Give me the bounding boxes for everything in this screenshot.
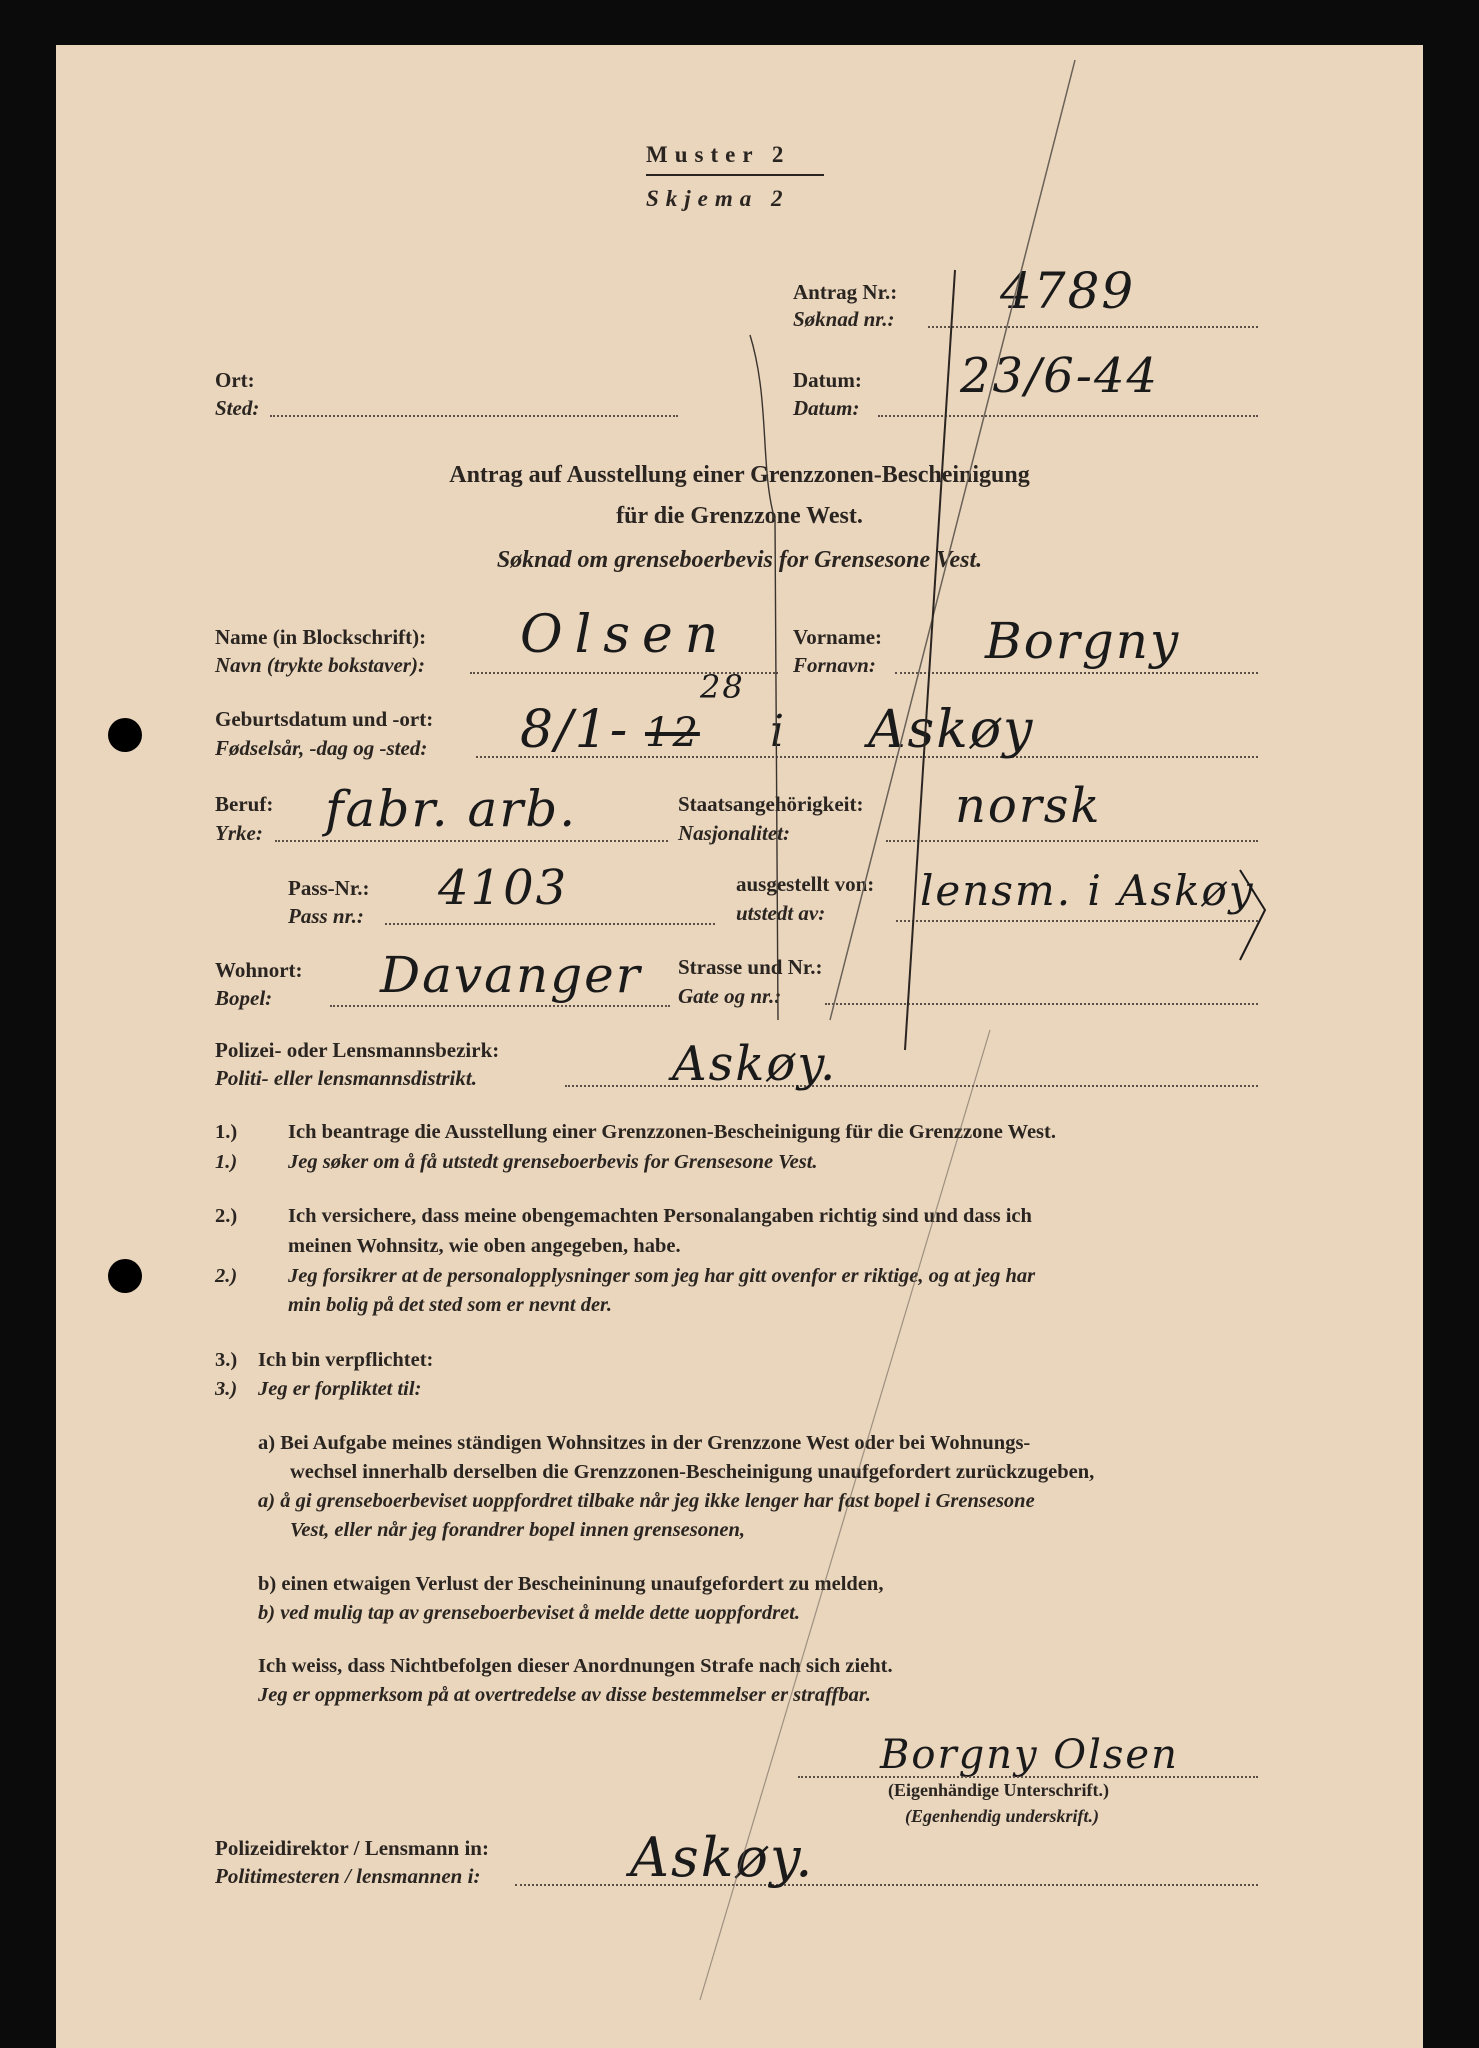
antrag-label: Antrag Nr.: bbox=[793, 280, 898, 304]
police-value[interactable]: Askøy. bbox=[630, 1826, 815, 1889]
warning-de: Ich weiss, dass Nichtbefolgen dieser Anordnungen Strafe nach sich zieht. bbox=[258, 1655, 893, 1677]
geburt-year-struck: 12 bbox=[645, 710, 700, 756]
geburt-i: i bbox=[770, 706, 787, 757]
datum-label: Datum: bbox=[793, 368, 862, 392]
geburt-place[interactable]: Askøy bbox=[868, 700, 1035, 760]
decl-2-number: 2.) bbox=[215, 1205, 238, 1227]
distrikt-label: Politi- eller lensmannsdistrikt. bbox=[215, 1066, 477, 1090]
bezirk-value[interactable]: Askøy. bbox=[672, 1036, 838, 1092]
yrke-label: Yrke: bbox=[215, 821, 263, 845]
muster-label: Muster 2 bbox=[646, 142, 791, 167]
ort-label: Ort: bbox=[215, 368, 255, 392]
pencil-stroke-lower bbox=[700, 1030, 990, 2000]
strasse-label: Strasse und Nr.: bbox=[678, 955, 823, 979]
decl-2-number-no: 2.) bbox=[215, 1265, 238, 1287]
decl-2-de-2: meinen Wohnsitz, wie oben angegeben, habe. bbox=[288, 1235, 681, 1257]
pen-flourish bbox=[1240, 870, 1265, 960]
utstedt-label: utstedt av: bbox=[736, 901, 826, 925]
decl-2-de-1: Ich versichere, dass meine obengemachten Personalangaben richtig sind und dass ich bbox=[288, 1205, 1032, 1227]
ausgestellt-label: ausgestellt von: bbox=[736, 872, 875, 896]
staat-value[interactable]: norsk bbox=[955, 778, 1102, 834]
sted-label: Sted: bbox=[215, 396, 260, 420]
politimesteren-label: Politimesteren / lensmannen i: bbox=[215, 1864, 481, 1888]
geburt-label: Geburtsdatum und -ort: bbox=[215, 707, 434, 731]
geburt-date[interactable]: 8/1- bbox=[520, 700, 630, 760]
signature-label-no: (Egenhendig underskrift.) bbox=[905, 1806, 1100, 1826]
name-value[interactable]: Olsen bbox=[520, 605, 731, 665]
clause-a-de-2: wechsel innerhalb derselben die Grenzzonen-Bescheinigung unaufgefordert zurückzugeben, bbox=[290, 1461, 1095, 1483]
nasjonalitet-label: Nasjonalitet: bbox=[678, 821, 791, 845]
clause-b-de: b) einen etwaigen Verlust der Bescheininung unaufgefordert zu melden, bbox=[258, 1573, 884, 1595]
fornavn-label: Fornavn: bbox=[793, 653, 876, 677]
gate-label: Gate og nr.: bbox=[678, 984, 782, 1008]
decl-3-no: Jeg er forpliktet til: bbox=[258, 1378, 422, 1400]
signature-label-de: (Eigenhändige Unterschrift.) bbox=[888, 1780, 1109, 1800]
clause-b-no: b) ved mulig tap av grenseboerbeviset å melde dette uoppfordret. bbox=[258, 1602, 801, 1624]
decl-3-number-no: 3.) bbox=[215, 1378, 238, 1400]
wohnort-label: Wohnort: bbox=[215, 958, 303, 982]
staat-label: Staatsangehörigkeit: bbox=[678, 792, 864, 816]
pass-label: Pass-Nr.: bbox=[288, 876, 370, 900]
fodsel-label: Fødselsår, -dag og -sted: bbox=[215, 736, 428, 760]
name-label: Name (in Blockschrift): bbox=[215, 625, 427, 649]
bezirk-label: Polizei- oder Lensmannsbezirk: bbox=[215, 1038, 500, 1062]
signature-value[interactable]: Borgny Olsen bbox=[880, 1732, 1179, 1778]
antrag-value[interactable]: 4789 bbox=[1000, 262, 1136, 320]
datum-label-no: Datum: bbox=[793, 396, 860, 420]
clause-a-no-2: Vest, eller når jeg forandrer bopel innen grensesonen, bbox=[290, 1519, 746, 1541]
pass-value[interactable]: 4103 bbox=[438, 860, 569, 916]
decl-1-no: Jeg søker om å få utstedt grenseboerbevis for Grensesone Vest. bbox=[288, 1151, 818, 1173]
clause-a-de-1: a) Bei Aufgabe meines ständigen Wohnsitzes in der Grenzzone West oder bei Wohnungs- bbox=[258, 1432, 1031, 1454]
wohnort-value[interactable]: Davanger bbox=[380, 946, 642, 1004]
skjema-label: Skjema 2 bbox=[646, 186, 790, 211]
ausgestellt-value[interactable]: lensm. i Askøy bbox=[920, 866, 1255, 915]
pen-stroke-diagonal bbox=[905, 270, 955, 1050]
clause-a-no-1: a) å gi grenseboerbeviset uoppfordret tilbake når jeg ikke lenger har fast bopel i Grensesone bbox=[258, 1490, 1035, 1512]
pen-stroke-vertical bbox=[750, 335, 778, 1020]
beruf-value[interactable]: fabr. arb. bbox=[325, 780, 578, 838]
title-line2: für die Grenzzone West. bbox=[616, 503, 863, 529]
bopel-label: Bopel: bbox=[215, 986, 273, 1010]
soknad-label: Søknad nr.: bbox=[793, 307, 895, 331]
decl-2-no-2: min bolig på det sted som er nevnt der. bbox=[288, 1294, 613, 1316]
title-line1: Antrag auf Ausstellung einer Grenzzonen-Bescheinigung bbox=[449, 462, 1030, 488]
police-label: Polizeidirektor / Lensmann in: bbox=[215, 1836, 489, 1860]
datum-value[interactable]: 23/6-44 bbox=[960, 348, 1160, 404]
pass-label-no: Pass nr.: bbox=[288, 904, 364, 928]
pencil-stroke-long bbox=[830, 60, 1075, 1020]
beruf-label: Beruf: bbox=[215, 792, 274, 816]
decl-2-no-1: Jeg forsikrer at de personalopplysninger som jeg har gitt ovenfor er riktige, og at jeg har bbox=[288, 1265, 1036, 1287]
title-line3: Søknad om grenseboerbevis for Grensesone Vest. bbox=[496, 547, 983, 573]
decl-1-number-no: 1.) bbox=[215, 1151, 238, 1173]
decl-3-de: Ich bin verpflichtet: bbox=[258, 1349, 434, 1371]
vorname-label: Vorname: bbox=[793, 625, 883, 649]
geburt-year[interactable]: 28 bbox=[700, 668, 745, 706]
decl-1-de: Ich beantrage die Ausstellung einer Grenzzonen-Bescheinigung für die Grenzzone West. bbox=[288, 1121, 1056, 1143]
decl-3-number: 3.) bbox=[215, 1349, 238, 1371]
decl-1-number: 1.) bbox=[215, 1121, 238, 1143]
warning-no: Jeg er oppmerksom på at overtredelse av disse bestemmelser er straffbar. bbox=[258, 1684, 871, 1706]
vorname-value[interactable]: Borgny bbox=[985, 612, 1181, 670]
navn-label: Navn (trykte bokstaver): bbox=[215, 653, 425, 677]
